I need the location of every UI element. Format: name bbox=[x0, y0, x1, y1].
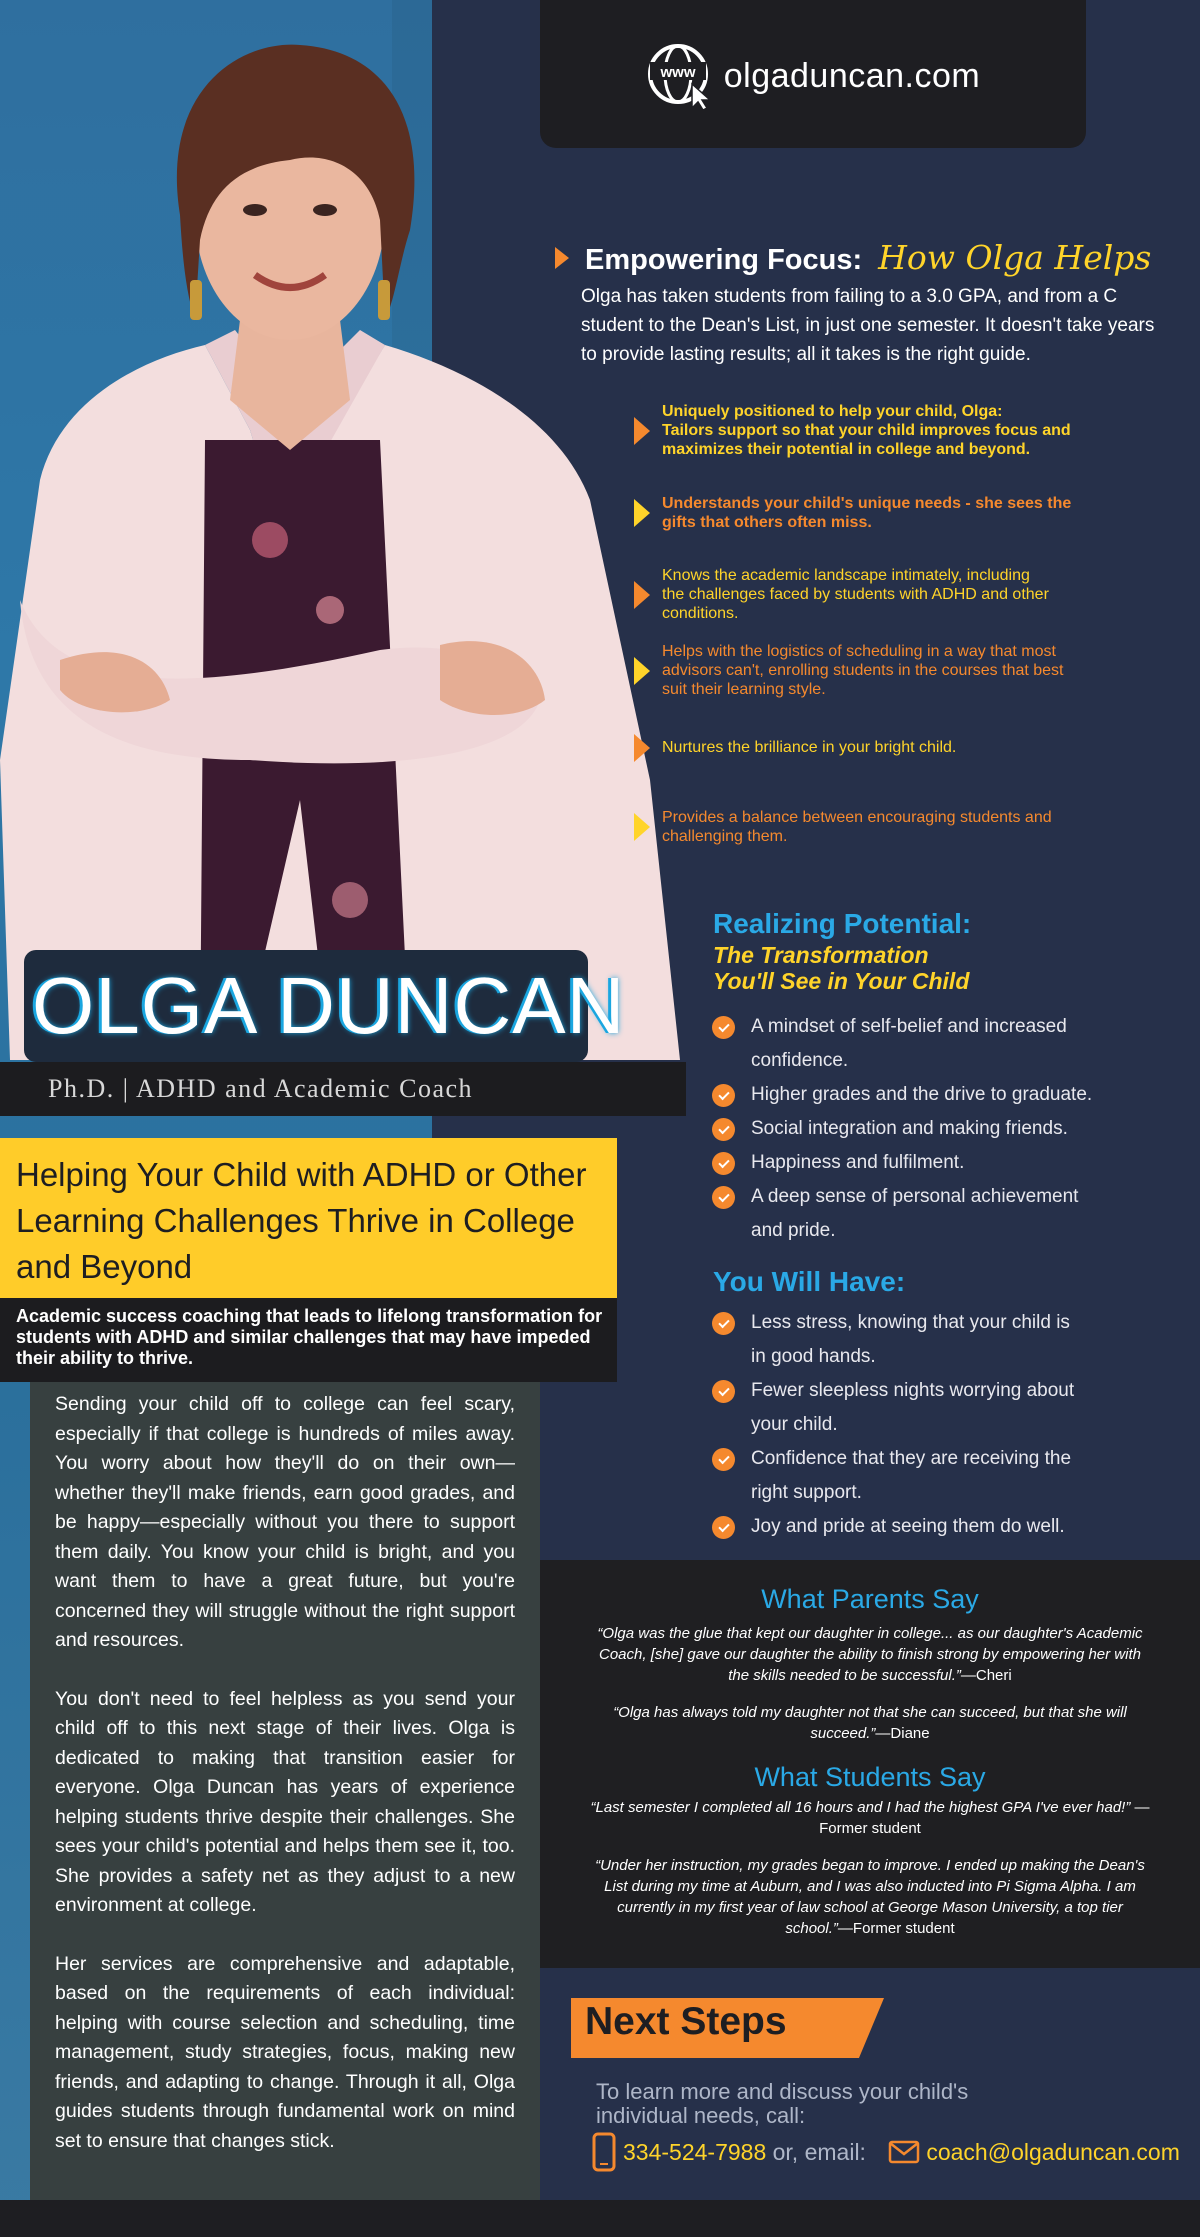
triangle-bullet-icon bbox=[555, 247, 569, 269]
triangle-bullet-icon bbox=[634, 581, 650, 609]
triangle-bullet-icon bbox=[634, 813, 650, 841]
students-say-title: What Students Say bbox=[754, 1762, 986, 1792]
next-steps-title: Next Steps bbox=[585, 2000, 787, 2043]
tagline: Academic success coaching that leads to lifelong transformation for students with ADHD and similar challenges that may have impeded their ability to thrive. bbox=[16, 1306, 603, 1368]
check-circle-icon bbox=[712, 1380, 735, 1403]
help-bullet-line: Uniquely positioned to help your child, Olga: bbox=[662, 403, 1003, 420]
parent-quote-2-text: “Olga has always told my daughter not that she can succeed, but that she will succeed.” bbox=[613, 1704, 1127, 1742]
parents-say-title: What Parents Say bbox=[761, 1584, 979, 1614]
help-bullet-item bbox=[662, 738, 956, 757]
phone-number[interactable]: 334-524-7988 bbox=[623, 2138, 767, 2165]
checklist-item bbox=[712, 1010, 1152, 1078]
globe-cursor-icon bbox=[646, 38, 718, 110]
empowering-title: Empowering Focus: bbox=[585, 244, 863, 276]
contact-row bbox=[591, 2132, 1180, 2172]
help-bullet-line: gifts that others often miss. bbox=[662, 514, 872, 531]
checklist-item bbox=[712, 1374, 1152, 1442]
body-paragraph-1: Sending your child off to college can feel scary, especially if that college is hundreds of miles away. You worry about how they'll do on their own—whether they'll make friends, earn good grades, and be happy—especially without you there to support them daily. You know your child is bright, and you want them to have a great future, but you're concerned they will struggle without the right support and resources. bbox=[55, 1393, 515, 1651]
email-address[interactable]: coach@olgaduncan.com bbox=[926, 2138, 1180, 2165]
checklist-item-line: Less stress, knowing that your child is bbox=[751, 1312, 1070, 1333]
checklist-item-line: Fewer sleepless nights worrying about bbox=[751, 1380, 1075, 1401]
learn-more-line-1: To learn more and discuss your child's bbox=[596, 2079, 969, 2104]
student-quote-2 bbox=[590, 1855, 1150, 1939]
parent-quote-1-author: —Cheri bbox=[960, 1667, 1012, 1684]
student-quote-2-text: “Under her instruction, my grades began to improve. I ended up making the Dean's List during my time at Auburn, and I was also inducted into Pi Sigma Alpha. I am currently in my first year of law school at George Mason University, a top tier school.” bbox=[595, 1857, 1145, 1937]
envelope-icon bbox=[888, 2140, 920, 2164]
realizing-subtitle bbox=[713, 942, 1113, 994]
website-url[interactable]: olgaduncan.com bbox=[723, 56, 981, 95]
triangle-bullet-icon bbox=[634, 734, 650, 762]
help-bullet-line: maximizes their potential in college and beyond. bbox=[662, 441, 1031, 458]
body-text bbox=[55, 1390, 515, 2185]
help-bullet-line: advisors can't, enrolling students in the courses that best bbox=[662, 662, 1064, 679]
check-circle-icon bbox=[712, 1118, 735, 1141]
help-bullet-item bbox=[662, 402, 1071, 459]
help-bullet-line: challenging them. bbox=[662, 828, 788, 845]
help-bullet-line: suit their learning style. bbox=[662, 681, 826, 698]
realizing-sub-line-1: The Transformation bbox=[713, 942, 929, 968]
student-quote-2-author: —Former student bbox=[837, 1920, 955, 1937]
help-bullet-line: Nurtures the brilliance in your bright child. bbox=[662, 739, 957, 756]
checklist-item-line: A mindset of self-belief and increased bbox=[751, 1016, 1067, 1037]
help-bullet-text bbox=[662, 642, 1064, 699]
help-bullet-line: Understands your child's unique needs - she sees the bbox=[662, 495, 1072, 512]
checklist-item-line: A deep sense of personal achievement bbox=[751, 1186, 1079, 1207]
transformation-list bbox=[712, 1010, 1152, 1248]
check-circle-icon bbox=[712, 1152, 735, 1175]
help-bullet-item bbox=[662, 566, 1049, 623]
person-name: OLGA DUNCAN bbox=[32, 961, 626, 1050]
help-bullet-text bbox=[662, 494, 1071, 532]
help-bullet-line: Helps with the logistics of scheduling in a way that most bbox=[662, 643, 1056, 660]
help-bullet-item bbox=[662, 494, 1071, 532]
checklist-item-line: your child. bbox=[751, 1414, 838, 1435]
checklist-item-line: Higher grades and the drive to graduate. bbox=[751, 1084, 1093, 1105]
realizing-title: Realizing Potential: bbox=[713, 908, 972, 939]
checklist-item-line: confidence. bbox=[751, 1050, 849, 1071]
help-bullet-line: conditions. bbox=[662, 605, 739, 622]
body-paragraph-3: Her services are comprehensive and adaptable, based on the requirements of each individual: helping with course selection and scheduling, time management, study strategies, focus, making new friends, and adapting to change. Through it all, Olga guides students through fundamental work on mind set to ensure that changes stick. bbox=[55, 1952, 515, 2152]
help-bullet-item bbox=[662, 642, 1064, 699]
help-bullet-line: Tailors support so that your child improves focus and bbox=[662, 422, 1071, 439]
phone-icon bbox=[591, 2132, 617, 2172]
learn-more-line-2: individual needs, call: bbox=[596, 2103, 806, 2128]
or-email-label: or, email: bbox=[766, 2138, 873, 2165]
help-bullet-text bbox=[662, 808, 1052, 846]
check-circle-icon bbox=[712, 1186, 735, 1209]
triangle-bullet-icon bbox=[634, 499, 650, 527]
checklist-item-line: right support. bbox=[751, 1482, 862, 1503]
check-circle-icon bbox=[712, 1016, 735, 1039]
will-have-list bbox=[712, 1306, 1152, 1544]
help-bullet-text bbox=[662, 738, 956, 757]
check-circle-icon bbox=[712, 1448, 735, 1471]
realizing-sub-line-2: You'll See in Your Child bbox=[713, 968, 970, 994]
parent-quote-1-text: “Olga was the glue that kept our daughter in college... as our daughter's Academic Coach, [she] gave our daughter the ability to finish strong by empowering her with the skills needed to be successful.” bbox=[597, 1625, 1143, 1684]
checklist-item-line: Joy and pride at seeing them do well. bbox=[751, 1516, 1065, 1537]
website-header[interactable] bbox=[540, 0, 1086, 148]
student-quote-1 bbox=[590, 1797, 1150, 1839]
body-paragraph-2: You don't need to feel helpless as you send your child off to this next stage of their lives. Olga is dedicated to making that transition easier for everyone. Olga Duncan has years of experience helping students thrive despite their challenges. She sees your child's potential and helps them see it, too. She provides a safety net as they adjust to a new environment at college. bbox=[55, 1687, 515, 1916]
check-circle-icon bbox=[712, 1516, 735, 1539]
checklist-item bbox=[712, 1146, 1152, 1180]
check-circle-icon bbox=[712, 1084, 735, 1107]
www-label: www bbox=[660, 64, 696, 81]
checklist-item-line: Social integration and making friends. bbox=[751, 1118, 1068, 1139]
checklist-item-line: and pride. bbox=[751, 1220, 836, 1241]
checklist-item bbox=[712, 1510, 1152, 1544]
triangle-bullet-icon bbox=[634, 417, 650, 445]
parent-quote-2-author: —Diane bbox=[875, 1725, 930, 1742]
help-bullet-text bbox=[662, 402, 1071, 459]
footer-strip bbox=[0, 2200, 1200, 2237]
checklist-item bbox=[712, 1442, 1152, 1510]
help-bullet-line: Knows the academic landscape intimately, including bbox=[662, 567, 1030, 584]
testimonials-panel bbox=[540, 1560, 1200, 1968]
empowering-body: Olga has taken students from failing to a 3.0 GPA, and from a C student to the Dean's List, in just one semester. It doesn't take years to provide lasting results; all it takes is the right guide. bbox=[581, 286, 1155, 365]
learn-more-text bbox=[596, 2080, 1156, 2128]
checklist-item bbox=[712, 1112, 1152, 1146]
triangle-bullet-icon bbox=[634, 657, 650, 685]
student-quote-1-text: “Last semester I completed all 16 hours and I had the highest GPA I've ever had!” bbox=[590, 1799, 1131, 1816]
checklist-item bbox=[712, 1180, 1152, 1248]
empowering-subtitle: How Olga Helps bbox=[878, 238, 1152, 277]
headline: Helping Your Child with ADHD or Other Learning Challenges Thrive in College and Beyond bbox=[16, 1156, 587, 1285]
portrait-photo bbox=[0, 0, 680, 1070]
will-have-title: You Will Have: bbox=[713, 1266, 906, 1297]
help-bullet-item bbox=[662, 808, 1052, 846]
checklist-item-line: in good hands. bbox=[751, 1346, 876, 1367]
help-bullet-text bbox=[662, 566, 1049, 623]
credentials: Ph.D. | ADHD and Academic Coach bbox=[48, 1074, 474, 1103]
help-bullet-line: Provides a balance between encouraging students and bbox=[662, 809, 1052, 826]
help-bullet-line: the challenges faced by students with ADHD and other bbox=[662, 586, 1049, 603]
check-circle-icon bbox=[712, 1312, 735, 1335]
checklist-item bbox=[712, 1078, 1152, 1112]
checklist-item bbox=[712, 1306, 1152, 1374]
empowering-heading bbox=[555, 238, 1151, 277]
parent-quote-1 bbox=[590, 1623, 1150, 1686]
checklist-item-line: Happiness and fulfilment. bbox=[751, 1152, 965, 1173]
student-quote-1-author: —Former student bbox=[819, 1799, 1150, 1837]
checklist-item-line: Confidence that they are receiving the bbox=[751, 1448, 1072, 1469]
parent-quote-2 bbox=[590, 1702, 1150, 1744]
